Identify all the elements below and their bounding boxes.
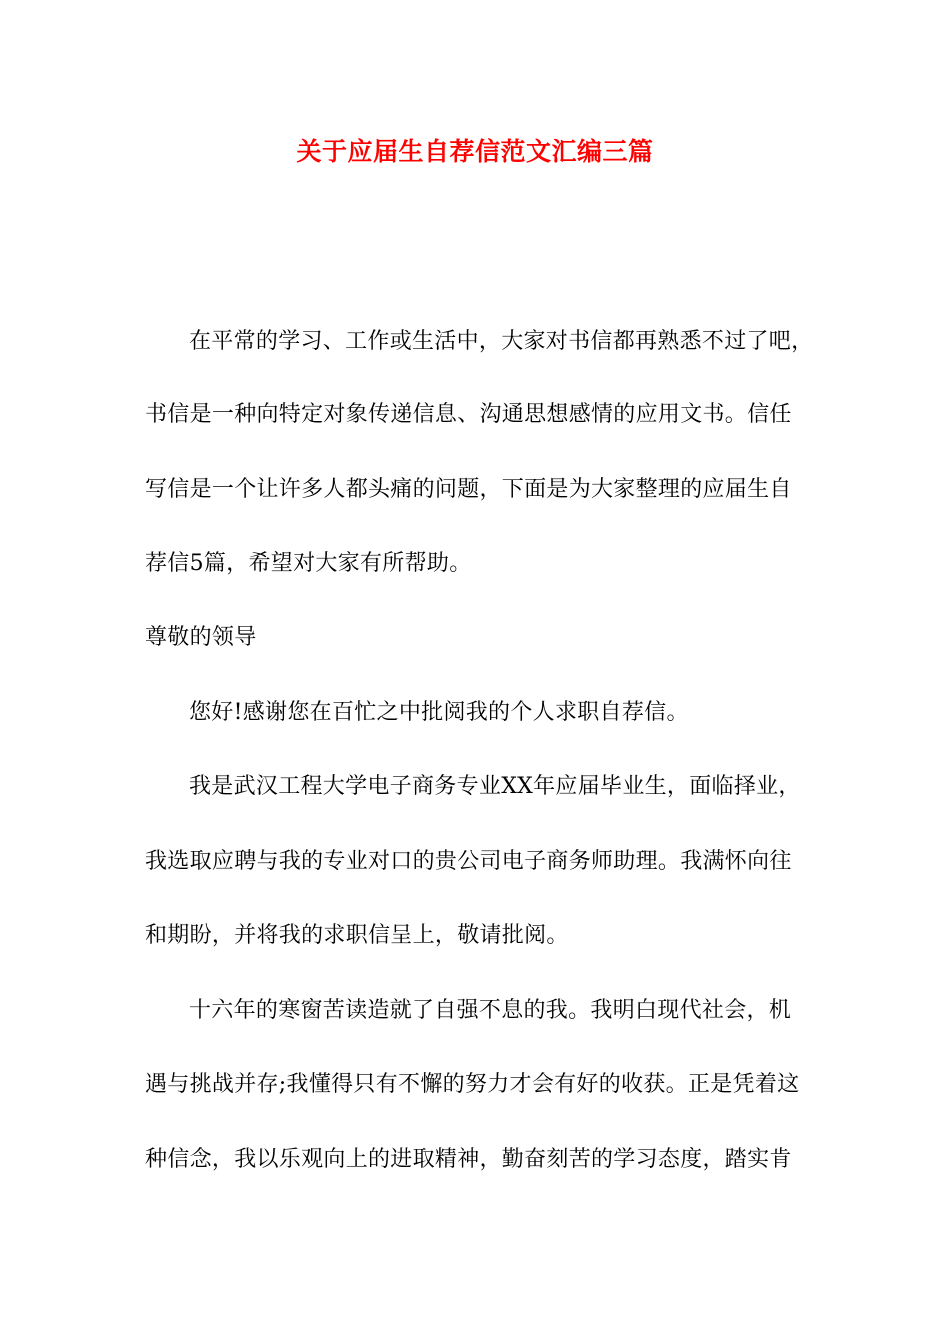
paragraph-line: 遇与挑战并存;我懂得只有不懈的努力才会有好的收获。正是凭着这 [145, 1072, 800, 1097]
paragraph-line: 在平常的学习、工作或生活中，大家对书信都再熟悉不过了吧， [189, 329, 814, 354]
paragraph-line: 您好!感谢您在百忙之中批阅我的个人求职自荐信。 [189, 700, 689, 725]
salutation: 尊敬的领导 [145, 625, 257, 650]
paragraph-line: 我是武汉工程大学电子商务专业XX年应届毕业生，面临择业， [189, 774, 801, 799]
document-title: 关于应届生自荐信范文汇编三篇 [296, 137, 654, 166]
paragraph-line: 种信念，我以乐观向上的进取精神，勤奋刻苦的学习态度，踏实肯 [145, 1147, 792, 1172]
paragraph-line: 书信是一种向特定对象传递信息、沟通思想感情的应用文书。信任 [145, 402, 792, 427]
paragraph-line: 荐信5篇，希望对大家有所帮助。 [145, 551, 472, 576]
paragraph-line: 十六年的寒窗苦读造就了自强不息的我。我明白现代社会，机 [189, 998, 792, 1023]
paragraph-line: 和期盼，并将我的求职信呈上，敬请批阅。 [145, 923, 569, 948]
paragraph-line: 写信是一个让许多人都头痛的问题，下面是为大家整理的应届生自 [145, 477, 792, 502]
paragraph-line: 我选取应聘与我的专业对口的贵公司电子商务师助理。我满怀向往 [145, 849, 792, 874]
